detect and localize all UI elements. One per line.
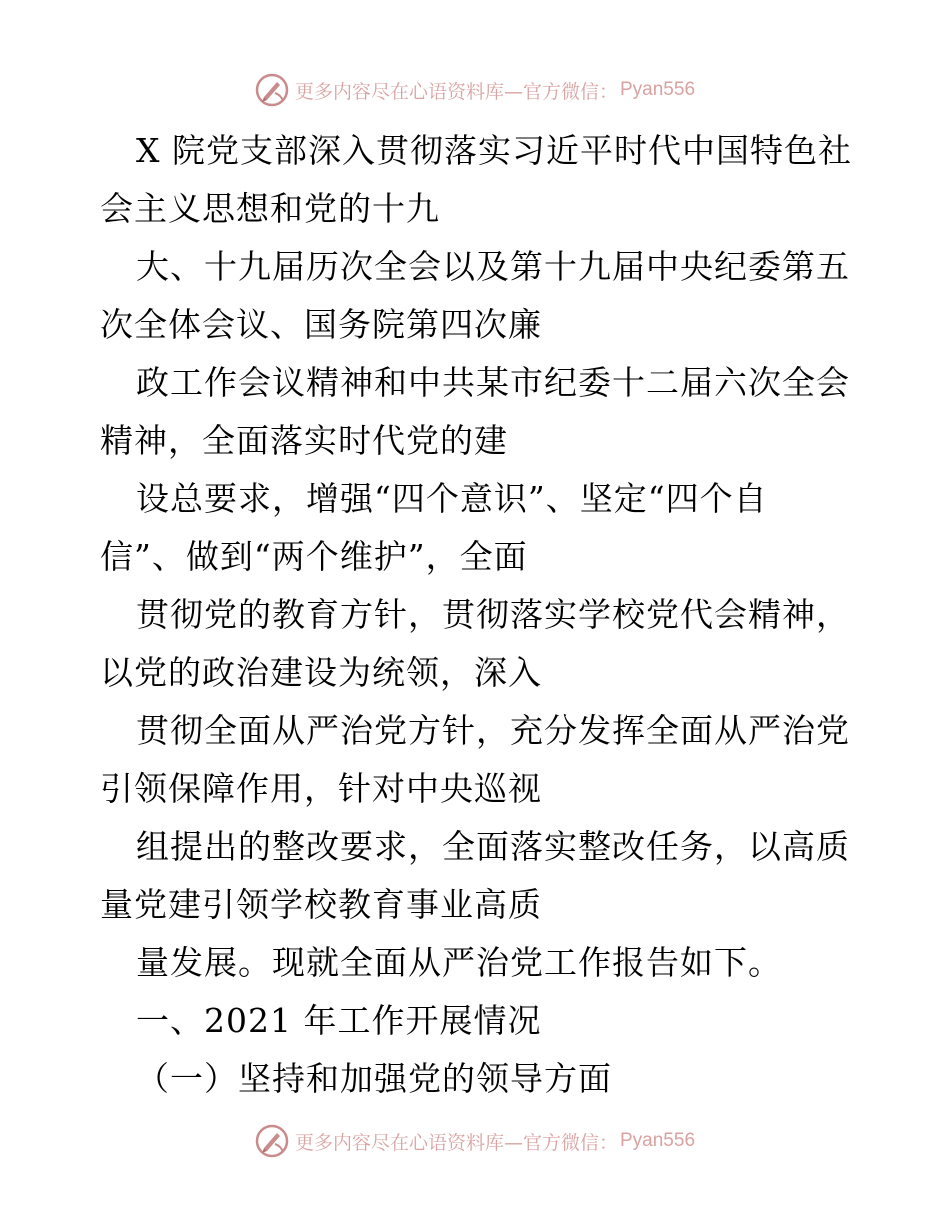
watermark-text: 更多内容尽在心语资料库—官方微信： xyxy=(294,80,618,103)
document-body xyxy=(100,122,860,1108)
paragraph-line: 次全体会议、国务院第四次廉 xyxy=(100,305,542,344)
paragraph-line: 量党建引领学校教育事业高质 xyxy=(100,885,542,924)
watermark-footer xyxy=(0,1121,950,1161)
paragraph-line: 量发展。现就全面从严治党工作报告如下。 xyxy=(136,943,782,982)
subsection-heading: （一）坚持和加强党的领导方面 xyxy=(136,1059,612,1098)
paragraph-line: 政工作会议精神和中共某市纪委十二届六次全会 xyxy=(136,363,850,402)
paragraph-line: 精神，全面落实时代党的建 xyxy=(100,421,508,460)
paragraph-line: 贯彻党的教育方针，贯彻落实学校党代会精神， xyxy=(136,595,850,634)
paragraph-line: 贯彻全面从严治党方针，充分发挥全面从严治党 xyxy=(136,711,850,750)
paragraph-line: 设总要求，增强“四个意识”、坚定“四个自 xyxy=(136,479,768,518)
paragraph-line: 会主义思想和党的十九 xyxy=(100,189,440,228)
watermark-handle: Pyan556 xyxy=(620,79,696,100)
pen-logo-icon xyxy=(255,1124,289,1158)
paragraph-line: 组提出的整改要求，全面落实整改任务，以高质 xyxy=(136,827,850,866)
pen-logo-icon xyxy=(255,73,289,107)
paragraph-line: 大、十九届历次全会以及第十九届中央纪委第五 xyxy=(136,247,850,286)
paragraph-line: X 院党支部深入贯彻落实习近平时代中国特色社 xyxy=(136,131,852,170)
watermark-header xyxy=(0,70,950,110)
paragraph-line: 以党的政治建设为统领，深入 xyxy=(100,653,542,692)
section-heading: 一、2021 年工作开展情况 xyxy=(136,1001,542,1040)
paragraph-line: 引领保障作用，针对中央巡视 xyxy=(100,769,542,808)
watermark-text: 更多内容尽在心语资料库—官方微信： xyxy=(294,1131,618,1154)
paragraph-line: 信”、做到“两个维护”，全面 xyxy=(100,537,528,576)
watermark-handle: Pyan556 xyxy=(620,1130,696,1151)
